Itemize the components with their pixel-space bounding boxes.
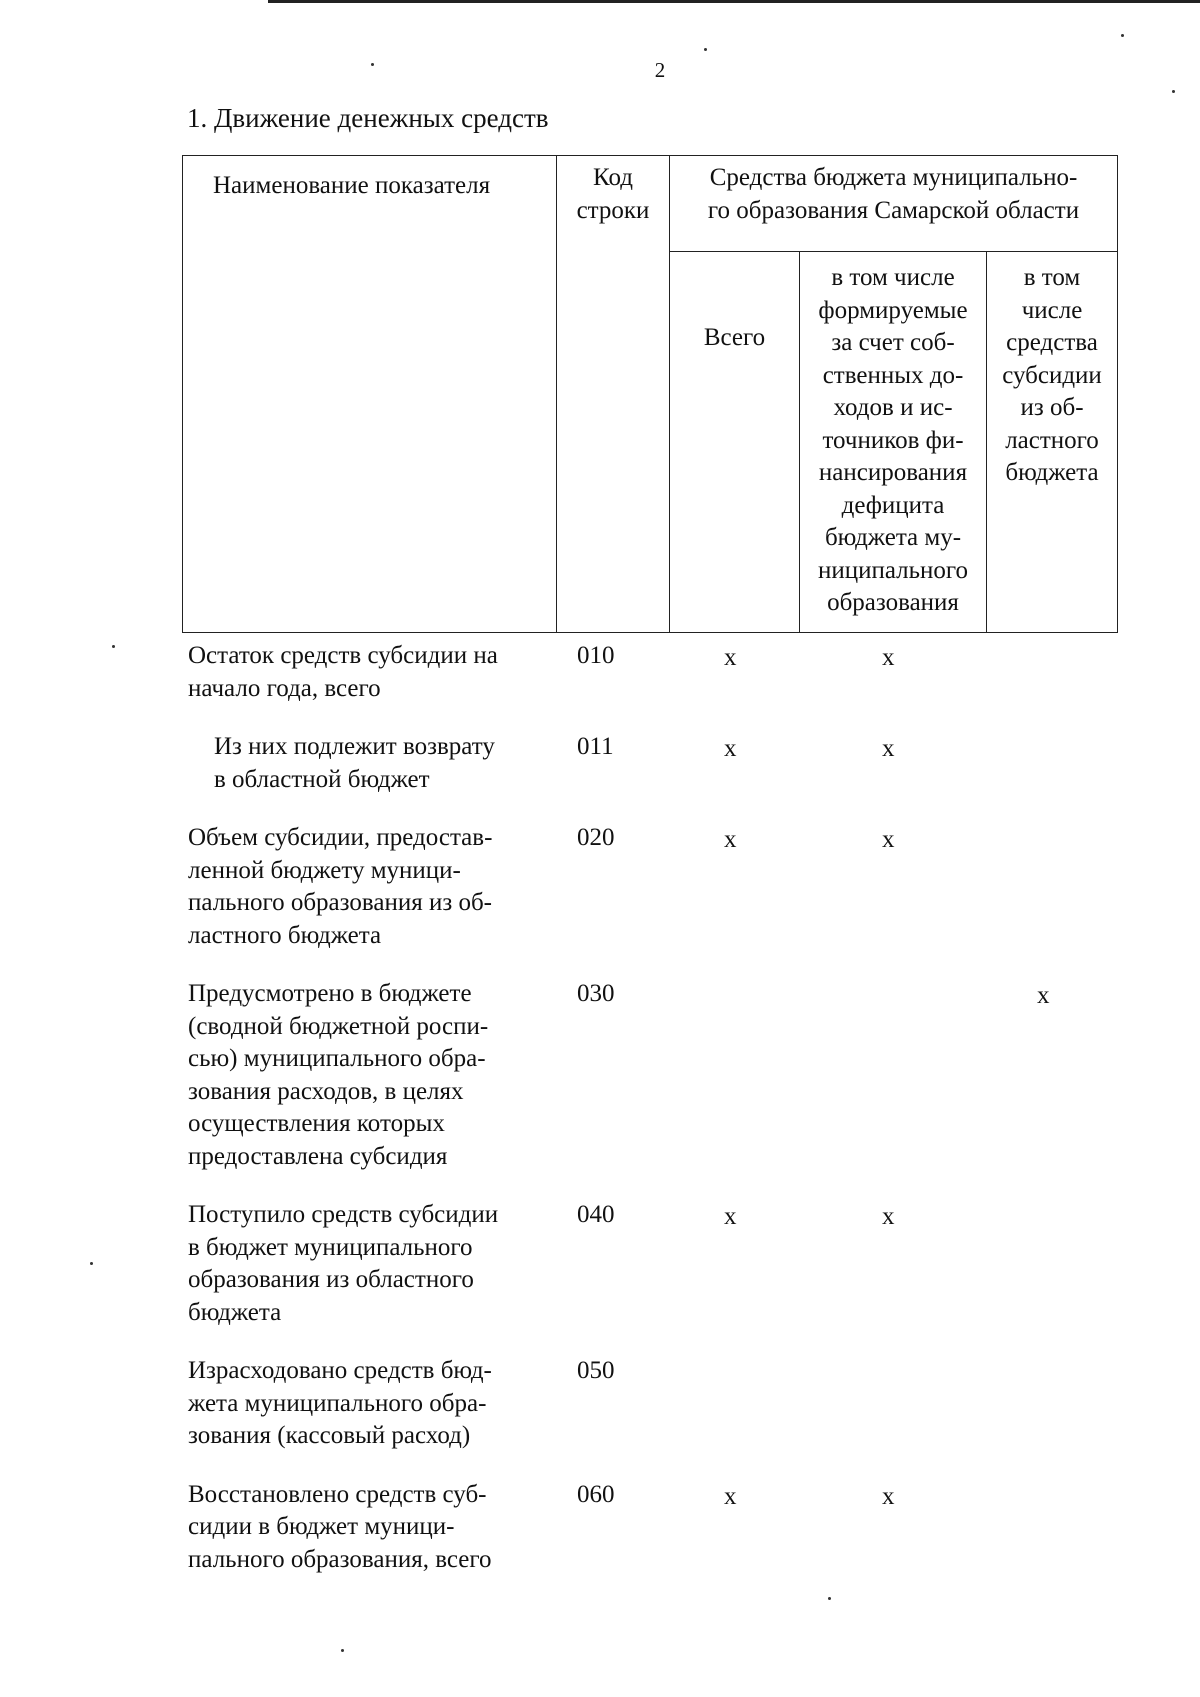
row-mark: x xyxy=(1037,982,1050,1009)
header-line: средства xyxy=(1006,329,1098,356)
header-total: Всего xyxy=(670,252,800,633)
row-name-line: (сводной бюджетной роспи- xyxy=(188,1012,489,1040)
row-code: 040 xyxy=(577,1201,615,1228)
row-name-line: зования (кассовый расход) xyxy=(188,1422,471,1449)
header-subsidy xyxy=(987,252,1118,633)
scan-speck xyxy=(704,48,707,51)
row-name-line: Объем субсидии, предостав- xyxy=(188,824,493,851)
row-mark: x xyxy=(882,1203,895,1230)
table-row xyxy=(182,822,1117,952)
row-name-line: Израсходовано средств бюд- xyxy=(188,1357,492,1384)
scan-speck xyxy=(828,1597,831,1600)
header-own-revenue xyxy=(800,252,987,633)
header-line: в том числе xyxy=(831,264,955,291)
header-name-column: Наименование показателя xyxy=(183,156,557,633)
scan-speck xyxy=(90,1262,93,1265)
header-line: в том xyxy=(1023,264,1081,291)
scan-speck xyxy=(371,63,374,66)
table-row xyxy=(182,731,1117,796)
row-mark: x xyxy=(882,1482,895,1510)
header-line: ластного xyxy=(1005,426,1099,454)
table-row xyxy=(182,1355,1117,1453)
row-name-line: зования расходов, в целях xyxy=(188,1077,464,1105)
row-name xyxy=(182,731,552,796)
header-line: ходов и ис- xyxy=(833,394,953,421)
table-row xyxy=(182,1199,1117,1329)
row-mark: x xyxy=(724,826,737,853)
row-name-line: в областной бюджет xyxy=(214,765,430,793)
row-mark: x xyxy=(882,735,895,762)
row-name xyxy=(182,1199,552,1329)
row-name xyxy=(182,822,552,952)
header-line: субсидии xyxy=(1002,361,1102,389)
table-row xyxy=(182,640,1117,705)
row-name-line: ленной бюджету муници- xyxy=(188,856,461,884)
row-code: 020 xyxy=(577,824,615,851)
row-code: 050 xyxy=(577,1357,615,1384)
top-rule xyxy=(268,0,1200,3)
row-code: 010 xyxy=(577,642,615,669)
row-name-line: ластного бюджета xyxy=(188,921,382,949)
row-name-line: жета муниципального обра- xyxy=(188,1389,487,1417)
row-mark: x xyxy=(724,644,737,671)
row-name-line: Остаток средств субсидии на xyxy=(188,642,498,669)
row-name-line: Поступило средств субсидии xyxy=(188,1201,499,1228)
row-name-line: в бюджет муниципального xyxy=(188,1233,473,1261)
row-name xyxy=(182,640,552,705)
row-name-line: пального образования из об- xyxy=(188,889,493,916)
table-body xyxy=(182,640,1117,1576)
header-line: образования xyxy=(827,589,959,616)
header-code-column: Код строки xyxy=(557,156,670,633)
row-name-line: Восстановлено средств суб- xyxy=(188,1480,487,1508)
header-line: дефицита xyxy=(841,491,945,519)
table-row xyxy=(182,1479,1117,1577)
row-name-line: начало года, всего xyxy=(188,674,381,702)
scan-speck xyxy=(341,1649,344,1652)
table-row xyxy=(182,978,1117,1173)
header-line: ниципального xyxy=(817,556,969,584)
row-mark: x xyxy=(724,735,737,762)
row-code: 011 xyxy=(577,733,614,760)
row-mark: x xyxy=(882,826,895,853)
header-line: точников фи- xyxy=(822,426,964,454)
row-name-line: осуществления которых xyxy=(188,1110,445,1137)
row-name-line: предоставлена субсидия xyxy=(188,1142,448,1170)
header-line: формируемые xyxy=(818,296,968,324)
scan-speck xyxy=(1121,34,1124,37)
header-line: числе xyxy=(1021,296,1083,324)
header-line: нансирования xyxy=(818,459,968,486)
row-code: 060 xyxy=(577,1480,615,1508)
scan-speck xyxy=(112,645,115,648)
row-name-line: Предусмотрено в бюджете xyxy=(188,980,472,1007)
header-line: из об- xyxy=(1020,394,1084,421)
row-name-line: бюджета xyxy=(188,1298,282,1326)
row-mark: x xyxy=(882,644,895,671)
row-name-line: сидии в бюджет муници- xyxy=(188,1513,455,1540)
row-code: 030 xyxy=(577,980,615,1007)
header-line: за счет соб- xyxy=(831,329,955,356)
header-line: ственных до- xyxy=(822,361,964,389)
scan-speck xyxy=(1172,90,1175,93)
row-name-line: Из них подлежит возврату xyxy=(214,733,495,760)
row-name-line: пального образования, всего xyxy=(188,1545,492,1573)
row-name xyxy=(182,1355,552,1453)
table-header xyxy=(182,155,1118,633)
row-name-line: образования из областного xyxy=(188,1266,474,1293)
row-mark: x xyxy=(724,1482,737,1510)
section-title: 1. Движение денежных средств xyxy=(187,103,549,133)
header-line: бюджета xyxy=(1005,459,1099,486)
row-mark: x xyxy=(724,1203,737,1230)
page-number: 2 xyxy=(654,58,666,82)
header-budget-group: Средства бюджета муниципально- го образования Самарской области xyxy=(670,156,1118,252)
row-name xyxy=(182,978,552,1173)
header-line: бюджета му- xyxy=(824,524,962,551)
row-name xyxy=(182,1479,552,1577)
row-name-line: сью) муниципального обра- xyxy=(188,1045,486,1072)
